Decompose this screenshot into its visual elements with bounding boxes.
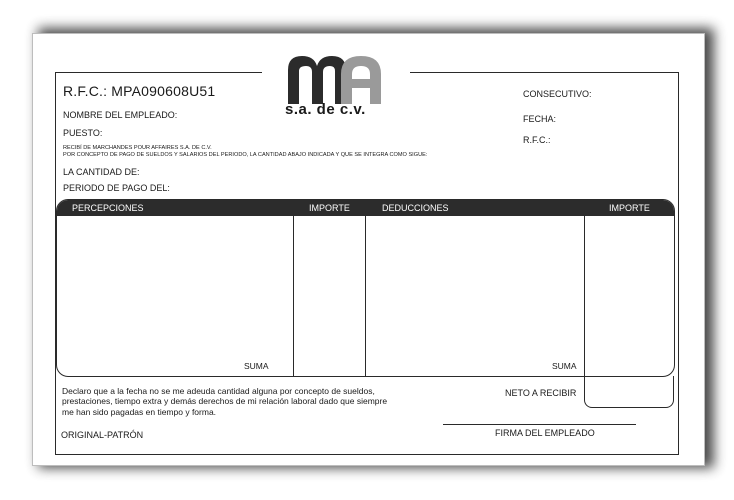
header-importe-2: IMPORTE — [609, 203, 650, 213]
header-percepciones: PERCEPCIONES — [72, 203, 144, 213]
logo-a-shape — [341, 56, 381, 104]
declaration-line: me han sido pagadas en tiempo y forma. — [62, 406, 217, 417]
company-rfc: R.F.C.: MPA090608U51 — [63, 83, 216, 99]
consecutive-label: CONSECUTIVO: — [523, 89, 592, 99]
suma-percepciones: SUMA — [244, 361, 269, 371]
date-label: FECHA: — [523, 114, 557, 124]
net-pay-label: NETO A RECIBIR — [505, 388, 577, 398]
declaration-line: Declaro que a la fecha no se me adeuda cantidad alguna por concepto de sueldos, — [62, 386, 375, 396]
suma-deducciones: SUMA — [552, 361, 577, 371]
pay-period-label: PERIODO DE PAGO DEL: — [63, 183, 170, 193]
header-importe-1: IMPORTE — [309, 203, 350, 213]
column-divider — [365, 216, 366, 376]
received-from-text: RECIBÍ DE MARCHANDES POUR AFFAIRES S.A. DE C.V. — [63, 145, 212, 151]
column-divider — [584, 216, 585, 376]
net-amount-box — [584, 376, 674, 408]
signature-line — [443, 424, 636, 425]
column-divider — [293, 216, 294, 376]
declaration-line: prestaciones, tiempo extra y demás derechos de mi relación laboral dado que siempre — [62, 396, 388, 407]
declaration-text — [62, 386, 387, 417]
position-label: PUESTO: — [63, 128, 103, 138]
amount-label: LA CANTIDAD DE: — [63, 167, 140, 177]
header-deducciones: DEDUCCIONES — [382, 203, 449, 213]
company-logo — [286, 48, 386, 108]
pay-table — [56, 199, 675, 377]
logo-text: s.a. de c.v. — [285, 101, 366, 118]
employee-rfc-label: R.F.C.: — [523, 135, 551, 145]
logo-m-shape — [288, 56, 346, 104]
employee-name-label: NOMBRE DEL EMPLEADO: — [63, 110, 178, 120]
table-header — [57, 200, 674, 216]
payment-concept-text: POR CONCEPTO DE PAGO DE SUELDOS Y SALARIOS DEL PERIODO, LA CANTIDAD ABAJO INDICADA Y QUE SE INTEGRA COMO SIGUE: — [63, 152, 428, 158]
employee-signature-label: FIRMA DEL EMPLEADO — [495, 428, 595, 438]
original-copy-label: ORIGINAL-PATRÓN — [61, 430, 144, 440]
